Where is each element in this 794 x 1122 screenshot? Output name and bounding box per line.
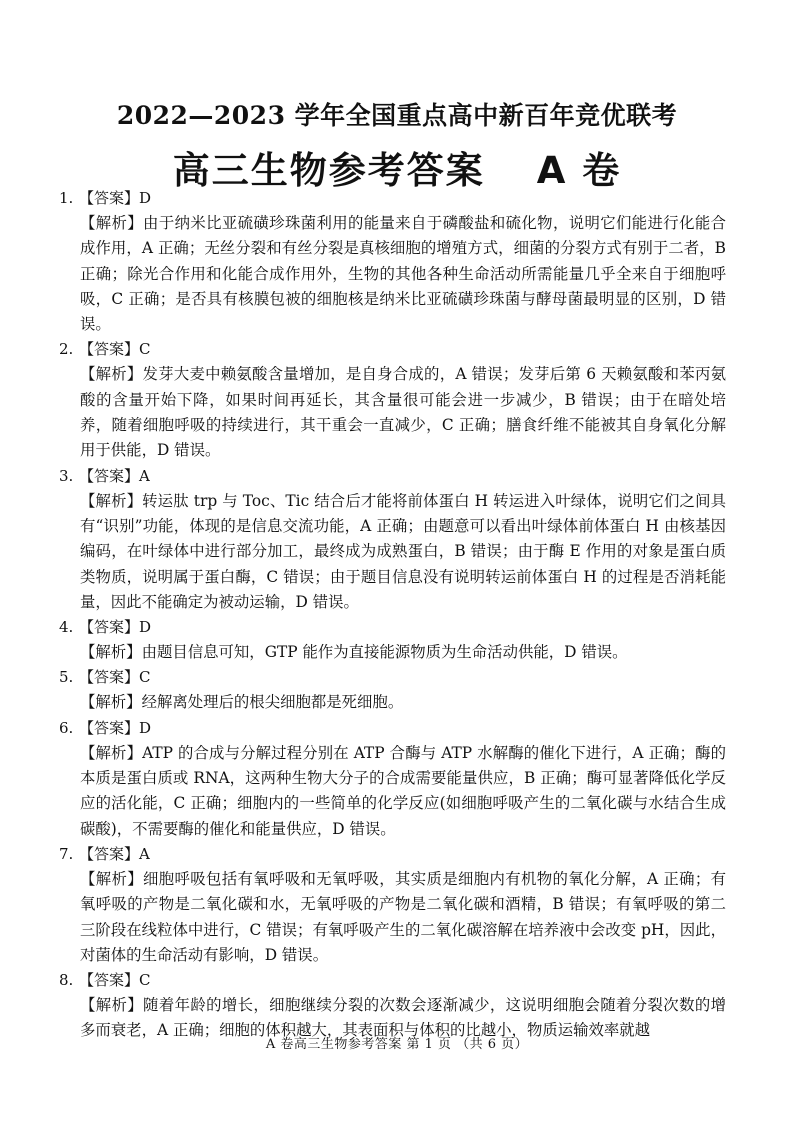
- answer-line: [59, 615, 739, 640]
- answer-line: [59, 464, 739, 489]
- answer-item-4: [0, 615, 794, 665]
- answer-line: [59, 186, 739, 211]
- question-number: 6.: [59, 718, 74, 737]
- document-subject-title: 高三生物参考答案: [172, 149, 485, 192]
- explanation-text: 【解析】ATP 的合成与分解过程分别在 ATP 合酶与 ATP 水解酶的催化下进行，A 正确；酶的本质是蛋白质或 RNA，这两种生物大分子的合成需要能量供应，B 正确；酶可显著降低化学反应的活化能，C 正确；细胞内的一些简单的化学反应(如细胞呼吸产生的二氧化碳与水结合生成碳酸)，不需要酶的催化和能量供应，D 错误。: [80, 743, 726, 838]
- question-number: 3.: [59, 466, 74, 485]
- answer-item-2: [0, 337, 794, 463]
- answer-text: 【答案】C: [79, 668, 151, 687]
- explanation-text: 【解析】发芽大麦中赖氨酸含量增加，是自身合成的，A 错误；发芽后第 6 天赖氨酸和苯丙氨酸的含量开始下降，如果时间再延长，其含量很可能会进一步减少，B 错误；由于在暗处培养，随着细胞呼吸的持续进行，其干重会一直减少，C 正确；膳食纤维不能被其自身氧化分解用于供能，D 错误。: [80, 365, 726, 460]
- answer-line: [59, 716, 739, 741]
- question-number: 4.: [59, 618, 74, 637]
- explanation-text: 【解析】由于纳米比亚硫磺珍珠菌利用的能量来自于磷酸盐和硫化物，说明它们能进行化能合成作用，A 正确；无丝分裂和有丝分裂是真核细胞的增殖方式，细菌的分裂方式有别于二者，B 正确；除光合作用和化能合成作用外，生物的其他各种生命活动所需能量几乎全来自于细胞呼吸，C 正确；是否具有核膜包被的细胞核是纳米比亚硫磺珍珠菌与酵母菌最明显的区别，D 错误。: [80, 214, 726, 334]
- answer-line: [59, 337, 739, 362]
- explanation-text: 【解析】由题目信息可知，GTP 能作为直接能源物质为生命活动供能，D 错误。: [80, 643, 628, 662]
- answer-text: 【答案】A: [79, 466, 150, 485]
- explanation-text: 【解析】细胞呼吸包括有氧呼吸和无氧呼吸，其实质是细胞内有机物的氧化分解，A 正确；有氧呼吸的产物是二氧化碳和水，无氧呼吸的产物是二氧化碳和酒精，B 错误；有氧呼吸的第二三阶段在线粒体中进行，C 错误；有氧呼吸产生的二氧化碳溶解在培养液中会改变 pH，因此，对菌体的生命活动有影响，D 错误。: [80, 869, 726, 964]
- answer-item-6: [0, 716, 794, 842]
- exam-title: 2022—2023 学年全国重点高中新百年竞优联考: [116, 101, 678, 130]
- answer-text: 【答案】C: [79, 340, 151, 359]
- answer-line: [59, 968, 739, 993]
- question-number: 1.: [59, 189, 74, 207]
- answer-text: 【答案】A: [79, 844, 150, 863]
- answer-item-3: [0, 464, 794, 615]
- volume-label: A 卷: [536, 149, 622, 192]
- answer-item-5: [0, 665, 794, 715]
- answer-text: 【答案】C: [79, 971, 151, 990]
- answer-line: [59, 665, 739, 690]
- explanation-text: 【解析】经解离处理后的根尖细胞都是死细胞。: [80, 693, 404, 712]
- answer-line: [59, 842, 739, 867]
- explanation-text: 【解析】转运肽 trp 与 Toc、Tic 结合后才能将前体蛋白 H 转运进入叶绿体，说明它们之间具有“识别”功能，体现的是信息交流功能，A 正确；由题意可以看出叶绿体前体蛋白 H 由核基因编码，在叶绿体中进行部分加工，最终成为成熟蛋白，B 错误；由于酶 E 作用的对象是蛋白质类物质，说明属于蛋白酶，C 错误；由于题目信息没有说明转运前体蛋白 H 的过程是否消耗能量，因此不能确定为被动运输，D 错误。: [80, 491, 726, 611]
- page-footer: A 卷高三生物参考答案 第 1 页 （共 6 页）: [265, 1037, 529, 1052]
- answer-list: [0, 186, 794, 1044]
- explanation-text: 【解析】随着年龄的增长，细胞继续分裂的次数会逐渐减少，这说明细胞会随着分裂次数的增多而衰老，A 正确；细胞的体积越大，其表面积与体积的比越小，物质运输效率就越: [80, 996, 726, 1040]
- question-number: 8.: [59, 971, 74, 990]
- answer-text: 【答案】D: [79, 189, 152, 207]
- answer-item-7: [0, 842, 794, 968]
- question-number: 2.: [59, 340, 74, 359]
- question-number: 7.: [59, 844, 74, 863]
- answer-text: 【答案】D: [79, 618, 152, 637]
- answer-item-1: [0, 186, 794, 337]
- question-number: 5.: [59, 668, 74, 687]
- answer-text: 【答案】D: [79, 718, 152, 737]
